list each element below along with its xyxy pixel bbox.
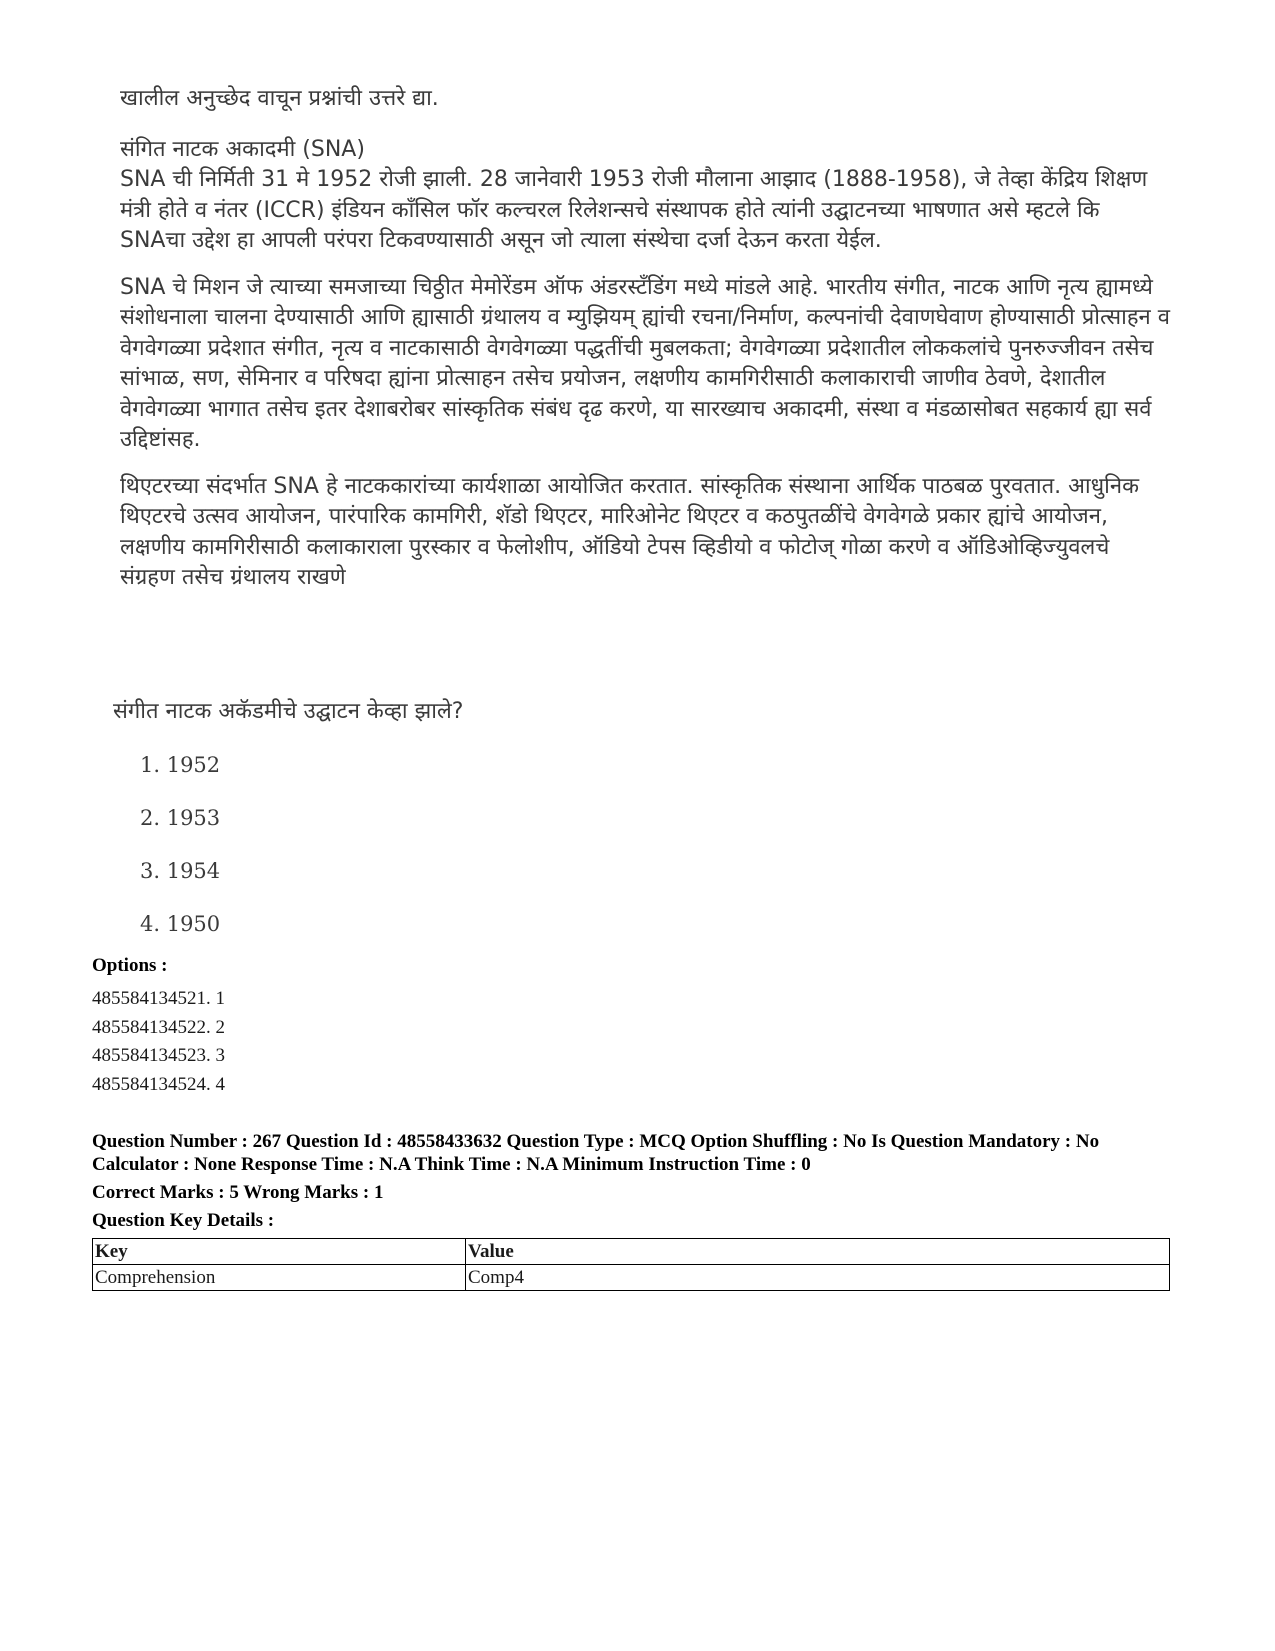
option-id-item: 485584134522. 2 [92,1016,225,1038]
answer-choice: 3. 1954 [140,859,221,883]
table-header-row [93,1239,1170,1265]
answer-choices [140,753,220,965]
answer-choice: 1. 1952 [140,753,221,777]
passage-paragraph-1: SNA ची निर्मिती 31 मे 1952 रोजी झाली. 28 जानेवारी 1953 रोजी मौलाना आझाद (1888-1958), जे तेव्हा केंद्रिय शिक्षण मंत्री होते व नंतर (ICCR) इंडियन कॉंसिल फॉर कल्चरल रिलेशन्सचे संस्थापक होते त्यांनी उद्घाटनच्या भाषणात असे म्हटले कि SNAचा उद्देश हा आपली परंपरा टिकवण्यासाठी असून जो त्याला संस्थेचा दर्जा देऊन करता येईल. [120,167,1148,253]
table-header-key: Key [93,1239,466,1265]
comprehension-passage [120,84,1170,610]
passage-paragraph-3: थिएटरच्या संदर्भात SNA हे नाटककारांच्या कार्यशाळा आयोजित करतात. सांस्कृतिक संस्थाना आर्थिक पाठबळ पुरवतात. आधुनिक थिएटरचे उत्सव आयोजन, पारंपारिक कामगिरी, शॅडो थिएटर, मारिओनेट थिएटर व कठपुतळींचे वेगवेगळे प्रकार ह्यांचे आयोजन, लक्षणीय कामगिरीसाठी कलाकाराला पुरस्कार व फेलोशीप, ऑडियो टेपस व्हिडीयो व फोटोज् गोळा करणे व ऑडिओव्हिज्युवलचे संग्रहण तसेच ग्रंथालय राखणे [120,473,1139,590]
passage-title: संगित नाटक अकादमी (SNA) [120,136,365,162]
table-row [93,1265,1170,1291]
question-text: संगीत नाटक अकॅडमीचे उद्घाटन केव्हा झाले? [113,699,464,724]
option-id-item: 485584134521. 1 [92,988,225,1009]
options-heading: Options : [92,955,168,976]
table-header-value: Value [466,1239,1170,1265]
table-cell-key: Comprehension [93,1265,466,1291]
answer-choice: 4. 1950 [140,912,221,936]
option-id-list [92,985,225,1099]
passage-instruction: खालील अनुच्छेद वाचून प्रश्नांची उत्तरे द्या. [120,86,439,111]
marks-info: Correct Marks : 5 Wrong Marks : 1 [92,1182,384,1203]
answer-choice: 2. 1953 [140,806,221,830]
key-details-table [92,1238,1170,1291]
key-details-heading: Question Key Details : [92,1210,275,1231]
table-cell-value: Comp4 [466,1265,1170,1291]
passage-paragraph-2: SNA चे मिशन जे त्याच्या समजाच्या चिठ्ठीत मेमोरेंडम ऑफ अंडरस्टॅंडिंग मध्ये मांडले आहे. भारतीय संगीत, नाटक आणि नृत्य ह्यामध्ये संशोधनाला चालना देण्यासाठी आणि ह्यासाठी ग्रंथालय व म्युझियम् ह्यांची रचना/निर्माण, कल्पनांची देवाणघेवाण होण्यासाठी प्रोत्साहन व वेगवेगळ्या प्रदेशात संगीत, नृत्य व नाटकासाठी वेगवेगळ्या पद्धतींची मुबलकता; वेगवेगळ्या प्रदेशातील लोककलांचे पुनरुज्जीवन तसेच सांभाळ, सण, सेमिनार व परिषदा ह्यांना प्रोत्साहन तसेच प्रयोजन, लक्षणीय कामगिरीसाठी कलाकाराची जाणीव ठेवणे, देशातील वेगवेगळ्या भागात तसेच इतर देशाबरोबर सांस्कृतिक संबंध दृढ करणे, या सारख्याच अकादमी, संस्था व मंडळासोबत सहकार्य ह्या सर्व उद्दिष्टांसह. [120,274,1170,452]
option-id-item: 485584134524. 4 [92,1073,225,1095]
question-details: Question Number : 267 Question Id : 48558433632 Question Type : MCQ Option Shuffling : No Is Question Mandatory : No Calculator : None Response Time : N.A Think Time : N.A Minimum Instruction Time : 0 [92,1131,1100,1175]
option-id-item: 485584134523. 3 [92,1045,225,1066]
